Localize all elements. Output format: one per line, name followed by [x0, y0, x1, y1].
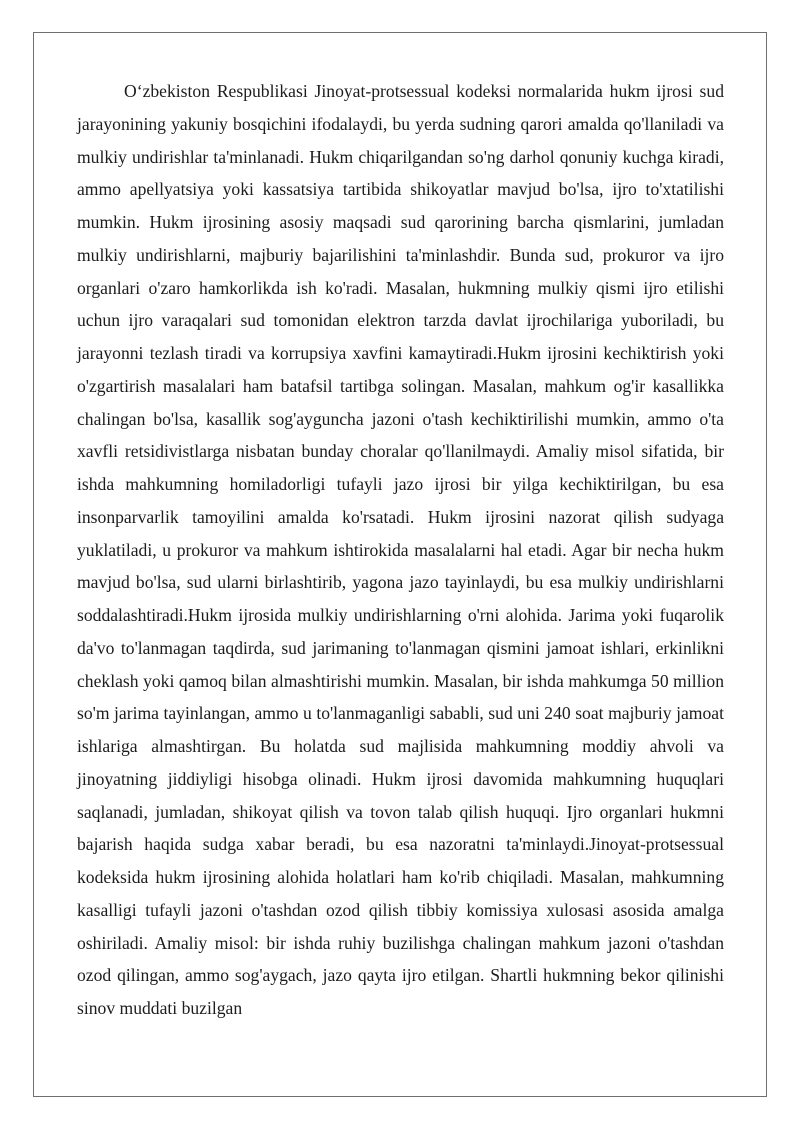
- body-paragraph: O‘zbekiston Respublikasi Jinoyat-protsessual kodeksi normalarida hukm ijrosi sud jarayonining yakuniy bosqichini ifodalaydi, bu yerda sudning qarori amalda qo'llaniladi va mulkiy undirishlar ta'minlanadi. Hukm chiqarilgandan so'ng darhol qonuniy kuchga kiradi, ammo apellyatsiya yoki kassatsiya tartibida shikoyatlar mavjud bo'lsa, ijro to'xtatilishi mumkin. Hukm ijrosining asosiy maqsadi sud qarorining barcha qismlarini, jumladan mulkiy undirishlarni, majburiy bajarilishini ta'minlashdir. Bunda sud, prokuror va ijro organlari o'zaro hamkorlikda ish ko'radi. Masalan, hukmning mulkiy qismi ijro etilishi uchun ijro varaqalari sud tomonidan elektron tarzda davlat ijrochilariga yuboriladi, bu jarayonni tezlash tiradi va korrupsiya xavfini kamaytiradi.Hukm ijrosini kechiktirish yoki o'zgartirish masalalari ham batafsil tartibga solingan. Masalan, mahkum og'ir kasallikka chalingan bo'lsa, kasallik sog'ayguncha jazoni o'tash kechiktirilishi mumkin, ammo o'ta xavfli retsidivistlarga nisbatan bunday choralar qo'llanilmaydi. Amaliy misol sifatida, bir ishda mahkumning homiladorligi tufayli jazo ijrosi bir yilga kechiktirilgan, bu esa insonparvarlik tamoyilini amalda ko'rsatadi. Hukm ijrosini nazorat qilish sudyaga yuklatiladi, u prokuror va mahkum ishtirokida masalalarni hal etadi. Agar bir necha hukm mavjud bo'lsa, sud ularni birlashtirib, yagona jazo tayinlaydi, bu esa mulkiy undirishlarni soddalashtiradi.Hukm ijrosida mulkiy undirishlarning o'rni alohida. Jarima yoki fuqarolik da'vo to'lanmagan taqdirda, sud jarimaning to'lanmagan qismini jamoat ishlari, erkinlikni cheklash yoki qamoq bilan almashtirishi mumkin. Masalan, bir ishda mahkumga 50 million so'm jarima tayinlangan, ammo u to'lanmaganligi sababli, sud uni 240 soat majburiy jamoat ishlariga almashtirgan. Bu holatda sud majlisida mahkumning moddiy ahvoli va jinoyatning jiddiyligi hisobga olinadi. Hukm ijrosi davomida mahkumning huquqlari saqlanadi, jumladan, shikoyat qilish va tovon talab qilish huquqi. Ijro organlari hukmni bajarish haqida sudga xabar beradi, bu esa nazoratni ta'minlaydi.Jinoyat-protsessual kodeksida hukm ijrosining alohida holatlari ham ko'rib chiqiladi. Masalan, mahkumning kasalligi tufayli jazoni o'tashdan ozod qilish tibbiy komissiya xulosasi asosida amalga oshiriladi. Amaliy misol: bir ishda ruhiy buzilishga chalingan mahkum jazoni o'tashdan ozod qilingan, ammo sog'aygach, jazo qayta ijro etilgan. Shartli hukmning bekor qilinishi sinov muddati buzilgan: [77, 81, 724, 1018]
